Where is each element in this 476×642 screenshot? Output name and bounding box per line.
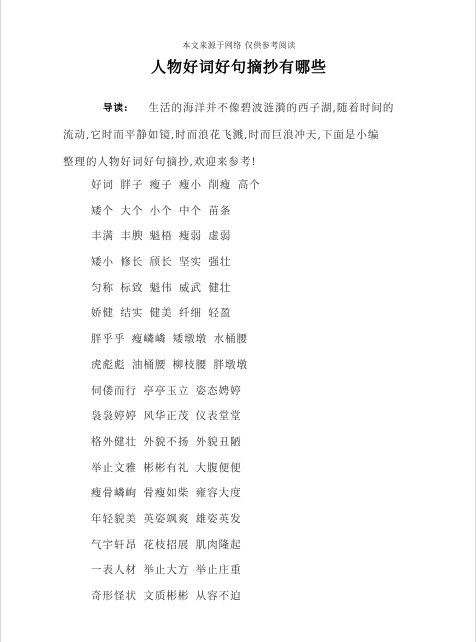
word-line: 气宇轩昂 花枝招展 肌肉隆起 <box>91 538 242 551</box>
word-line: 瘦骨嶙峋 骨瘦如柴 雍容大度 <box>91 487 242 500</box>
word-line: 一表人材 举止大方 举止庄重 <box>91 564 242 577</box>
intro-paragraph <box>63 95 428 176</box>
word-line: 伺偻而行 亭亭玉立 姿态娉婷 <box>91 384 242 397</box>
word-line: 矮个 大个 小个 中个 苗条 <box>91 204 232 217</box>
word-line: 丰满 丰腴 魁梧 瘦弱 虚弱 <box>91 230 232 243</box>
word-line: 虎彪彪 油桶腰 柳枝腰 胖墩墩 <box>91 358 249 371</box>
word-line: 奇形怪状 文质彬彬 从容不迫 <box>91 590 242 602</box>
word-line: 矮小 修长 颀长 坚实 强壮 <box>91 256 232 269</box>
word-line: 年轻貌美 英姿飒爽 雄姿英发 <box>91 512 242 525</box>
intro-line-3: 整理的人物好词好句摘抄,欢迎来参考! <box>63 156 257 168</box>
word-line: 格外健壮 外貌不扬 外貌丑陋 <box>91 435 242 448</box>
word-list <box>91 173 411 610</box>
intro-line-1 <box>63 95 428 122</box>
word-line: 胖乎乎 瘦嶙嶙 矮墩墩 水桶腰 <box>91 333 249 346</box>
header-note: 本文来源于网络 仅供参考阅读 <box>182 41 296 50</box>
word-line: 好词 胖子 瘦子 瘦小 削瘦 高个 <box>91 179 261 191</box>
word-line: 举止文雅 彬彬有礼 大腹便便 <box>91 461 242 474</box>
intro-text-1: 生活的海洋并不像碧波涟漪的西子湖,随着时间的 <box>148 102 395 114</box>
word-line: 娇健 结实 健美 纤细 轻盈 <box>91 307 232 320</box>
intro-line-2: 流动,它时而平静如镜,时而浪花飞溅,时而巨浪冲天,下面是小编 <box>63 129 380 141</box>
intro-label: 导读: <box>103 103 129 114</box>
word-line: 袅袅婷婷 风华正茂 仪表堂堂 <box>91 410 242 423</box>
page-title: 人物好词好句摘抄有哪些 <box>150 58 327 76</box>
word-line: 匀称 标致 魁伟 威武 健壮 <box>91 281 232 294</box>
